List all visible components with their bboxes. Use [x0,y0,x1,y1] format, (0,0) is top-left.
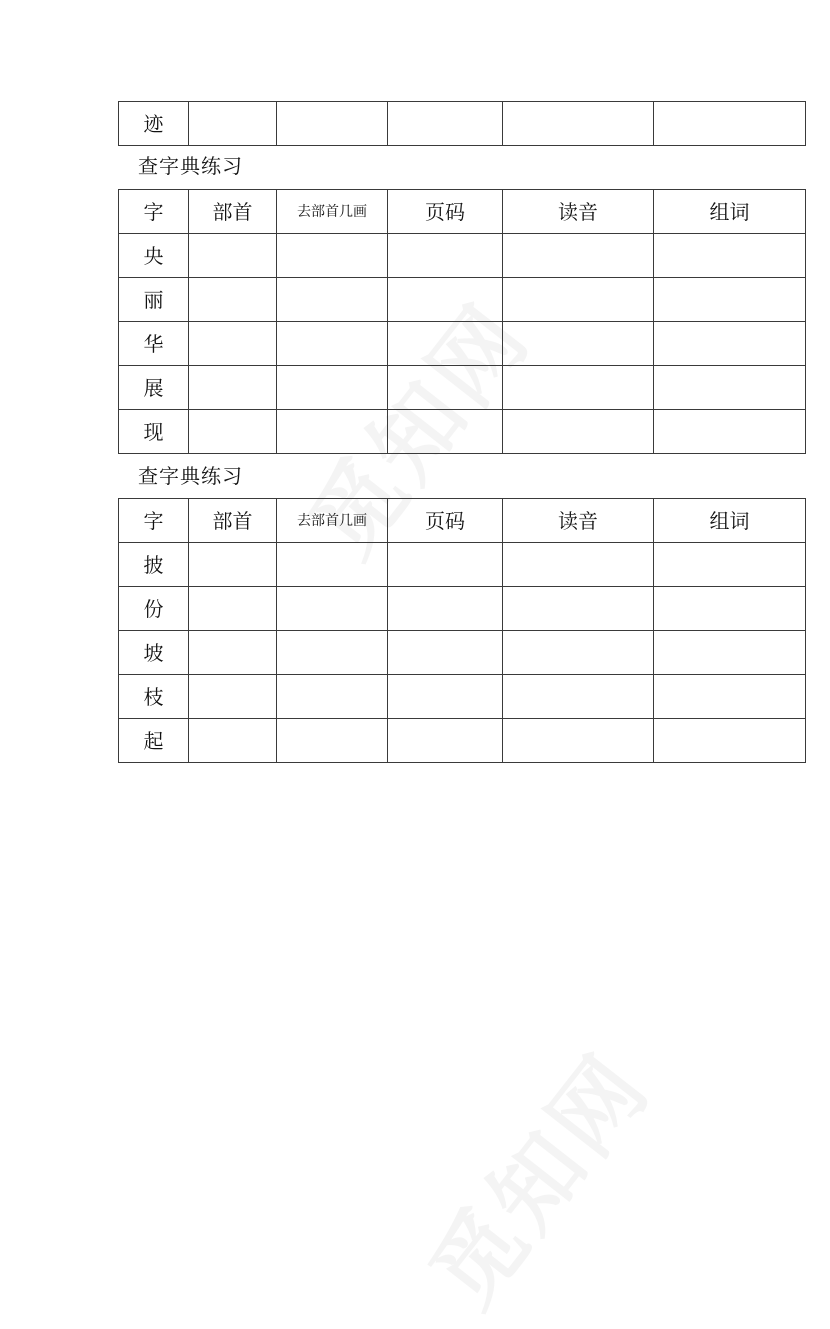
page-answer-cell[interactable] [388,102,503,146]
char-cell: 央 [119,234,189,278]
table-row [119,675,806,719]
pronunciation-answer-cell[interactable] [503,234,654,278]
section-title-2: 查字典练习 [138,464,243,488]
table-row [119,719,806,763]
table-row [119,322,806,366]
char-cell: 现 [119,410,189,454]
strokes-answer-cell[interactable] [277,675,388,719]
word-answer-cell[interactable] [654,587,806,631]
radical-answer-cell[interactable] [189,543,277,587]
strokes-answer-cell[interactable] [277,234,388,278]
header-strokes: 去部首几画 [277,190,388,234]
char-cell: 华 [119,322,189,366]
radical-answer-cell[interactable] [189,587,277,631]
page-answer-cell[interactable] [388,366,503,410]
pronunciation-answer-cell[interactable] [503,102,654,146]
header-pronunciation: 读音 [503,499,654,543]
section-title-1: 查字典练习 [138,154,243,178]
page-answer-cell[interactable] [388,587,503,631]
dictionary-table-1 [118,189,806,454]
radical-answer-cell[interactable] [189,322,277,366]
strokes-answer-cell[interactable] [277,322,388,366]
char-cell: 份 [119,587,189,631]
pronunciation-answer-cell[interactable] [503,587,654,631]
char-cell: 展 [119,366,189,410]
pronunciation-answer-cell[interactable] [503,543,654,587]
radical-answer-cell[interactable] [189,631,277,675]
header-strokes: 去部首几画 [277,499,388,543]
table-row [119,410,806,454]
table-row [119,234,806,278]
watermark-bottom [394,1022,674,1329]
header-pronunciation: 读音 [503,190,654,234]
char-cell: 枝 [119,675,189,719]
char-cell: 丽 [119,278,189,322]
word-answer-cell[interactable] [654,366,806,410]
page-answer-cell[interactable] [388,234,503,278]
page-answer-cell[interactable] [388,543,503,587]
strokes-answer-cell[interactable] [277,278,388,322]
word-answer-cell[interactable] [654,410,806,454]
header-row [119,499,806,543]
word-answer-cell[interactable] [654,322,806,366]
pronunciation-answer-cell[interactable] [503,631,654,675]
radical-answer-cell[interactable] [189,234,277,278]
page-answer-cell[interactable] [388,719,503,763]
strokes-answer-cell[interactable] [277,543,388,587]
table-row [119,102,806,146]
page-answer-cell[interactable] [388,322,503,366]
dictionary-table-2 [118,498,806,763]
page-answer-cell[interactable] [388,278,503,322]
radical-answer-cell[interactable] [189,278,277,322]
radical-answer-cell[interactable] [189,410,277,454]
page-answer-cell[interactable] [388,410,503,454]
word-answer-cell[interactable] [654,631,806,675]
pronunciation-answer-cell[interactable] [503,322,654,366]
table-row [119,278,806,322]
page-answer-cell[interactable] [388,631,503,675]
word-answer-cell[interactable] [654,278,806,322]
strokes-answer-cell[interactable] [277,366,388,410]
strokes-answer-cell[interactable] [277,410,388,454]
char-cell: 迹 [119,102,189,146]
pronunciation-answer-cell[interactable] [503,278,654,322]
table-row [119,366,806,410]
strokes-answer-cell[interactable] [277,719,388,763]
char-cell: 披 [119,543,189,587]
word-answer-cell[interactable] [654,234,806,278]
strokes-answer-cell[interactable] [277,587,388,631]
header-radical: 部首 [189,190,277,234]
header-page: 页码 [388,499,503,543]
char-cell: 起 [119,719,189,763]
radical-answer-cell[interactable] [189,102,277,146]
header-radical: 部首 [189,499,277,543]
header-word: 组词 [654,190,806,234]
header-page: 页码 [388,190,503,234]
pronunciation-answer-cell[interactable] [503,675,654,719]
strokes-answer-cell[interactable] [277,102,388,146]
table-row [119,631,806,675]
pronunciation-answer-cell[interactable] [503,719,654,763]
word-answer-cell[interactable] [654,675,806,719]
radical-answer-cell[interactable] [189,675,277,719]
char-cell: 坡 [119,631,189,675]
strokes-answer-cell[interactable] [277,631,388,675]
word-answer-cell[interactable] [654,543,806,587]
header-row [119,190,806,234]
header-char: 字 [119,499,189,543]
table-row [119,543,806,587]
radical-answer-cell[interactable] [189,719,277,763]
header-char: 字 [119,190,189,234]
word-answer-cell[interactable] [654,719,806,763]
word-answer-cell[interactable] [654,102,806,146]
header-word: 组词 [654,499,806,543]
radical-answer-cell[interactable] [189,366,277,410]
page-answer-cell[interactable] [388,675,503,719]
pronunciation-answer-cell[interactable] [503,410,654,454]
top-continuation-table [118,101,806,146]
pronunciation-answer-cell[interactable] [503,366,654,410]
table-row [119,587,806,631]
